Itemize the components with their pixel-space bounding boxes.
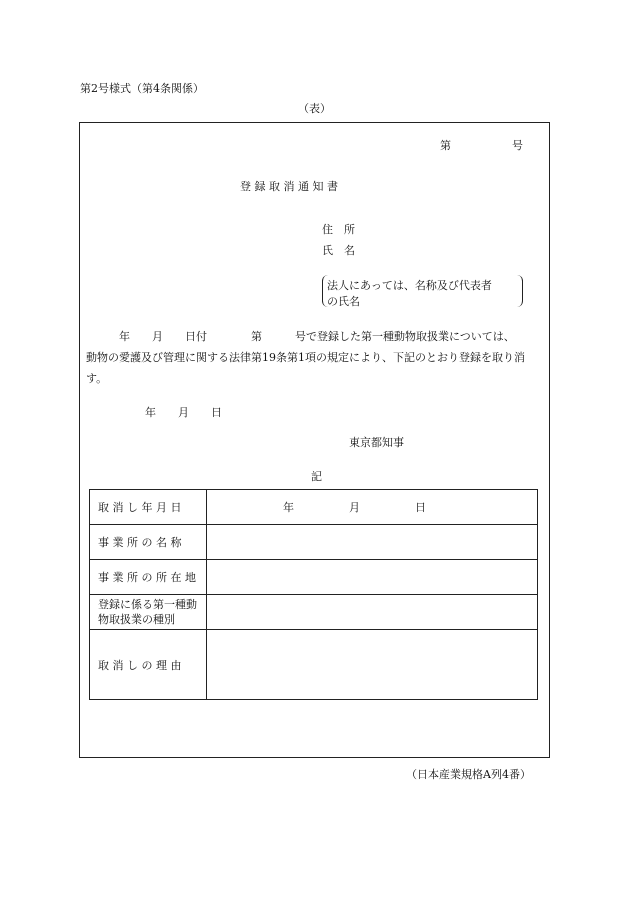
details-table [89,489,538,700]
row-label-cancel-date: 取 消 し 年 月 日 [90,490,207,525]
table-row [90,595,538,630]
row-label-business-type [90,595,207,630]
corporation-note-line2: の氏名 [327,295,360,308]
address-label: 住 所 [322,223,355,236]
row-label-cancel-reason: 取 消 し の 理 由 [90,630,207,700]
row-label-business-name: 事 業 所 の 名 称 [90,525,207,560]
body-line-1: 年 月 日付 第 号で登録した第一種動物取扱業については、 [86,330,515,343]
ki-label: 記 [311,470,322,483]
name-label: 氏 名 [322,244,355,257]
paper-size-note: （日本産業規格A列4番） [406,768,531,781]
table-row [90,630,538,700]
corporation-note-line1: 法人にあっては、名称及び代表者 [327,279,492,292]
row-value-cancel-date: 年 月 日 [207,490,538,525]
row-label-business-type-line2: 物取扱業の種別 [98,613,175,626]
notice-date: 年 月 日 [145,406,222,419]
issuer: 東京都知事 [349,436,404,449]
form-number: 第2号様式（第4条関係） [80,82,204,95]
table-row [90,560,538,595]
row-label-business-type-line1: 登録に係る第一種動 [98,598,197,611]
body-line-2: 動物の愛護及び管理に関する法律第19条第1項の規定により、下記のとおり登録を取り消 [86,351,525,364]
row-label-business-address: 事 業 所 の 所 在 地 [90,560,207,595]
body-line-3: す。 [86,372,108,385]
side-label: （表） [298,102,331,115]
row-value-business-type [207,595,538,630]
row-value-cancel-reason [207,630,538,700]
row-value-business-address [207,560,538,595]
row-value-business-name [207,525,538,560]
table-row [90,525,538,560]
document-title: 登 録 取 消 通 知 書 [240,180,338,193]
number-dai: 第 [440,139,451,152]
number-go: 号 [512,139,523,152]
table-row [90,490,538,525]
